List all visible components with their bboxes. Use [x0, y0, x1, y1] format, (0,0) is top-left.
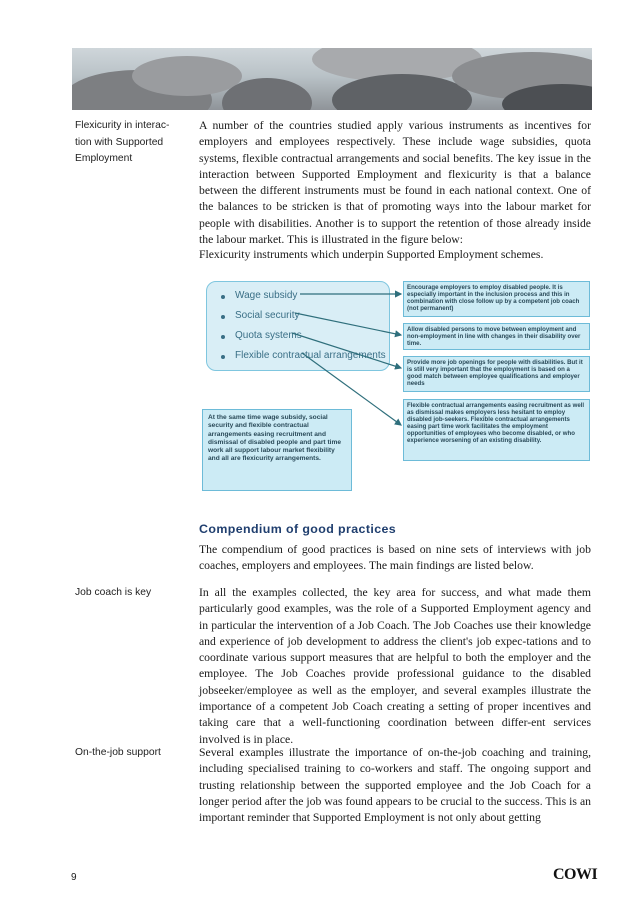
cowi-logo: COWI [553, 866, 598, 883]
flexicurity-figure [200, 275, 592, 495]
figure-caption: Flexicurity instruments which underpin Supported Employment schemes. [199, 248, 544, 261]
box-flexible-arrangements-effect: Flexible contractual arrangements easing recruitment as well as dismissal makes employers less hesitant to employ disabled job-seekers. Flexible contractual arrangements easing part time work facilitates the employment opportunities of employees who become disabled, or who experience worsening of an existing disability. [403, 399, 590, 461]
sidebar-label-on-the-job: On-the-job support [75, 747, 161, 758]
bullet-social-security: Social security [235, 310, 300, 321]
compendium-paragraph: The compendium of good practices is based on nine sets of interviews with job coaches, employers and employees. The main findings are listed below. [199, 543, 591, 573]
bullet-wage-subsidy: Wage subsidy [235, 290, 298, 301]
header-banner-image [72, 48, 592, 110]
page-number: 9 [71, 872, 77, 883]
arrow-social-security [295, 313, 401, 335]
on-the-job-paragraph: Several examples illustrate the importance of on-the-job coaching and training, including specialised training to co-workers and staff. The ongoing support and trusting relationship between the supported employee and the Job Coach for a longer period after the job was found appears to be crucial to the success. This is an important reminder that Supported Employment is not only about getting [199, 746, 591, 825]
arrow-quota-systems [292, 333, 401, 368]
bullet-quota-systems: Quota systems [235, 330, 302, 341]
box-quota-systems-effect: Provide more job openings for people with disabilities. But it is still very important that the employment is based on a good match between employee qualifications and employer needs [403, 356, 590, 392]
box-wage-subsidy-effect: Encourage employers to employ disabled people. It is especially important in the inclusion process and this in combination with close follow up by a competent job coach (not permanent) [403, 281, 590, 317]
bullet-flexible-arrangements: Flexible contractual arrangements [235, 350, 386, 361]
box-social-security-effect: Allow disabled persons to move between employment and non-employment in line with changes in their disability over time. [403, 323, 590, 350]
sidebar-label-job-coach: Job coach is key [75, 587, 152, 598]
job-coach-paragraph: In all the examples collected, the key area for success, and what made them particularly good examples, was the role of a Supported Employment agency and in particular the intervention of a Job Coach. The Job Coaches use their knowledge and experience of job development to address the client's job expec-tations and to coordinate various support measures that are helpful to both the employer and the employee. The Job Coaches provide professional guidance to the disabled jobseeker/employee as well as the employer, and several examples illustrate the importance of a competent Job Coach creating a setting of proper incentives and taking care that a well-functioning coordination between differ-ent services involved is in place. [199, 586, 591, 746]
compendium-heading: Compendium of good practices [199, 522, 397, 536]
sidebar-label-flexicurity: Flexicurity in interac- tion with Supported Employment [75, 120, 170, 164]
box-flexicurity-summary: At the same time wage subsidy, social security and flexible contractual arrangements easing recruitment and dismissal of disabled people and part time work all support labour market flexibility and all are flexicurity arrangements. [202, 409, 352, 491]
intro-paragraph: A number of the countries studied apply various instruments as incentives for employers and employees respectively. These include wage subsidies, quota systems, flexible contractual arrangements and social benefits. The key issue in the interaction between Supported Employment and flexicurity is that a balance between the different instruments must be found in each national context. One of the balances to be stricken is that of promoting ways into the labour market for people with disabilities. Another is to support the retention of those already inside the labour market. This is illustrated in the figure below: [199, 119, 591, 247]
